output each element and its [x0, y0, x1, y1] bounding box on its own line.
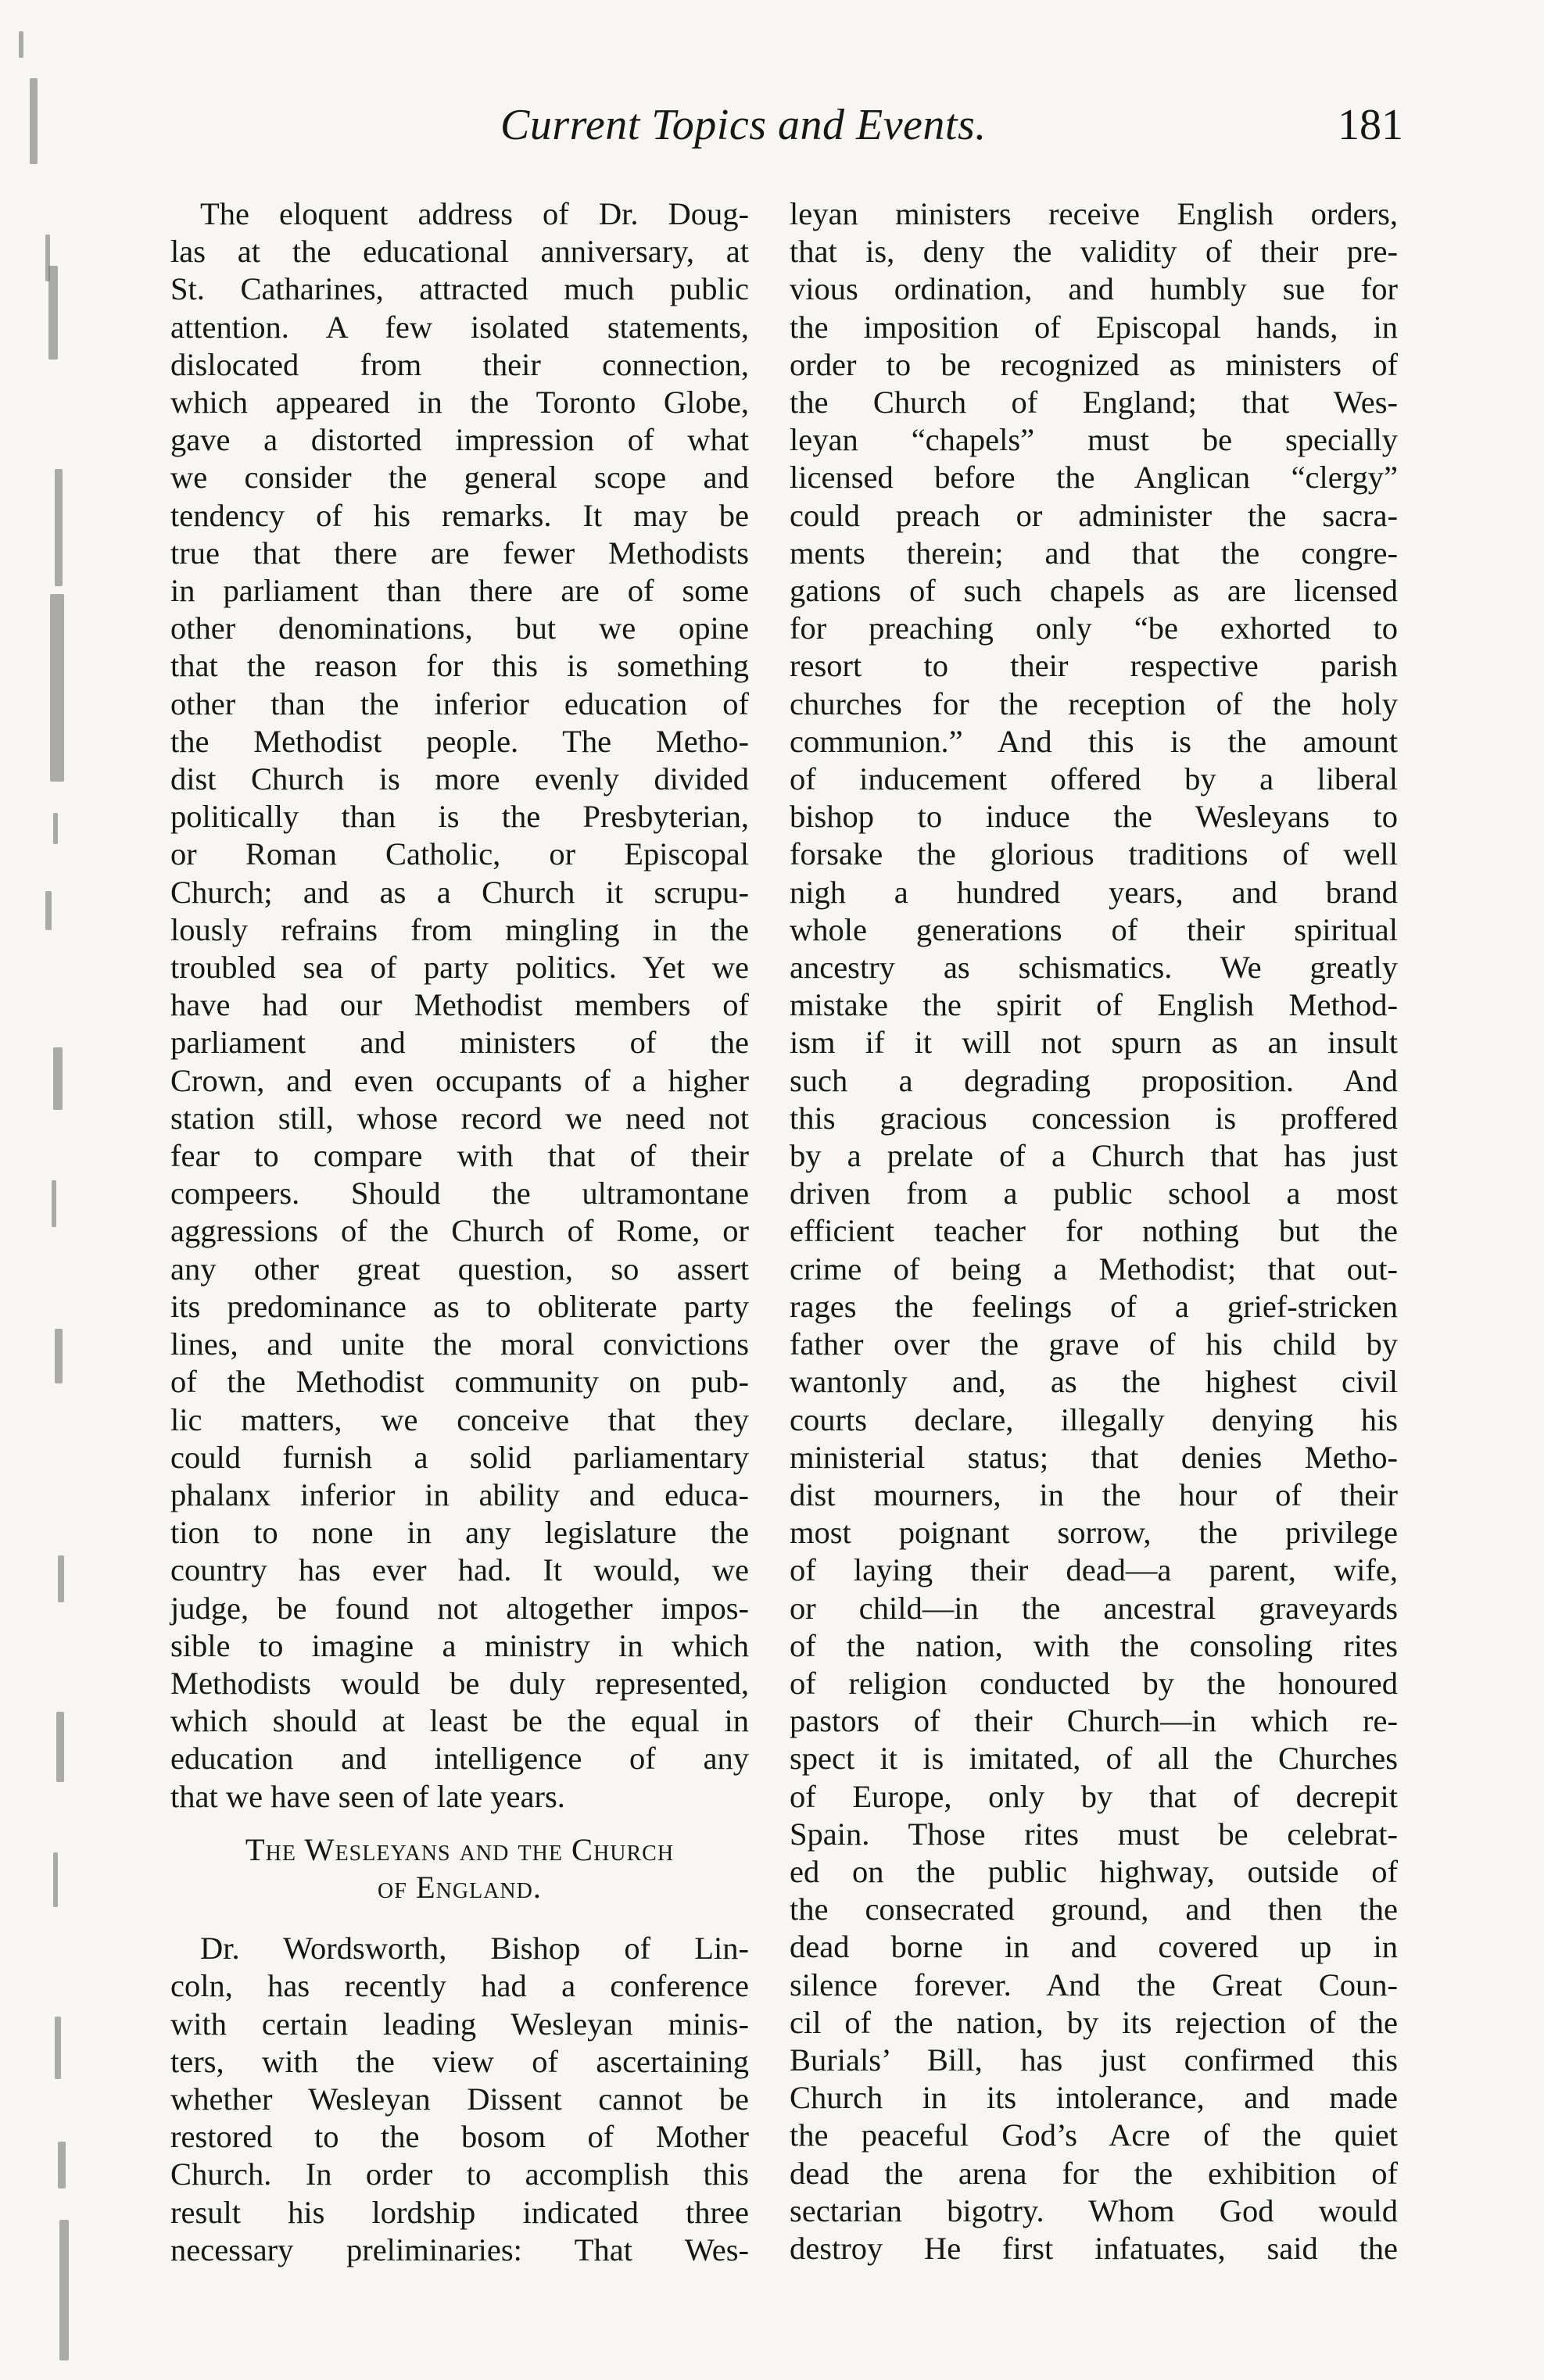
- text-line: the imposition of Episcopal hands, in: [790, 309, 1398, 345]
- text-line: by a prelate of a Church that has just: [790, 1138, 1398, 1174]
- text-line: leyan “chapels” must be specially: [790, 422, 1398, 458]
- text-line: licensed before the Anglican “clergy”: [790, 460, 1398, 496]
- text-line: could furnish a solid parliamentary: [170, 1439, 749, 1475]
- text-line: Church; and as a Church it scrupu-: [170, 874, 749, 910]
- paragraph-wordsworth-conference: [170, 1930, 749, 2269]
- text-line: las at the educational anniversary, at: [170, 234, 749, 270]
- text-line: this gracious concession is proffered: [790, 1100, 1398, 1136]
- text-line: Dr. Wordsworth, Bishop of Lin-: [200, 1931, 749, 1967]
- text-line: dist mourners, in the hour of their: [790, 1476, 1398, 1512]
- text-line: dead borne in and covered up in: [790, 1929, 1398, 1965]
- text-line: mistake the spirit of English Method-: [790, 987, 1398, 1023]
- text-line: lously refrains from mingling in the: [170, 911, 749, 947]
- text-line: station still, whose record we need not: [170, 1100, 749, 1136]
- section-heading-line: The Wesleyans and the Church: [245, 1831, 675, 1867]
- text-line: the consecrated ground, and then the: [790, 1891, 1398, 1927]
- text-line: which appeared in the Toronto Globe,: [170, 385, 749, 421]
- text-line: vious ordination, and humbly sue for: [790, 271, 1398, 307]
- text-line: of inducement offered by a liberal: [790, 761, 1398, 797]
- text-line: that we have seen of late years.: [170, 1778, 565, 1814]
- text-line: cil of the nation, by its rejection of the: [790, 2004, 1398, 2040]
- text-line: sible to imagine a ministry in which: [170, 1627, 749, 1663]
- text-line: Methodists would be duly represented,: [170, 1665, 749, 1701]
- text-line: such a degrading proposition. And: [790, 1062, 1398, 1098]
- text-line: ters, with the view of ascertaining: [170, 2043, 749, 2079]
- text-line: sectarian bigotry. Whom God would: [790, 2192, 1398, 2228]
- text-line: wantonly and, as the highest civil: [790, 1364, 1398, 1400]
- text-line: judge, be found not altogether impos-: [170, 1590, 749, 1626]
- section-heading-line: of England.: [378, 1869, 542, 1905]
- text-line: ministerial status; that denies Metho-: [790, 1439, 1398, 1475]
- text-line: that is, deny the validity of their pre-: [790, 234, 1398, 270]
- text-line: rages the feelings of a grief-stricken: [790, 1288, 1398, 1324]
- text-line: education and intelligence of any: [170, 1741, 749, 1777]
- paragraph-douglas-address: [170, 195, 749, 1816]
- text-line: we consider the general scope and: [170, 460, 749, 496]
- text-line: ancestry as schismatics. We greatly: [790, 950, 1398, 986]
- text-line: any other great question, so assert: [170, 1251, 749, 1287]
- text-line: spect it is imitated, of all the Churches: [790, 1741, 1398, 1777]
- text-line: dislocated from their connection,: [170, 346, 749, 382]
- text-line: of Europe, only by that of decrepit: [790, 1778, 1398, 1814]
- text-line: other denominations, but we opine: [170, 610, 749, 646]
- text-line: whole generations of their spiritual: [790, 911, 1398, 947]
- text-line: other than the inferior education of: [170, 685, 749, 721]
- text-line: ments therein; and that the congre-: [790, 535, 1398, 571]
- text-line: the Church of England; that Wes-: [790, 385, 1398, 421]
- text-line: restored to the bosom of Mother: [170, 2119, 749, 2155]
- text-line: tion to none in any legislature the: [170, 1515, 749, 1551]
- text-line: in parliament than there are of some: [170, 573, 749, 609]
- text-line: Church in its intolerance, and made: [790, 2080, 1398, 2116]
- text-line: nigh a hundred years, and brand: [790, 874, 1398, 910]
- text-line: dead the arena for the exhibition of: [790, 2155, 1398, 2191]
- text-line: of the Methodist community on pub-: [170, 1364, 749, 1400]
- text-line: have had our Methodist members of: [170, 987, 749, 1023]
- text-line: father over the grave of his child by: [790, 1326, 1398, 1362]
- text-line: coln, has recently had a conference: [170, 1968, 749, 2004]
- text-line: ism if it will not spurn as an insult: [790, 1025, 1398, 1061]
- text-line: Church. In order to accomplish this: [170, 2156, 749, 2192]
- page-number: 181: [1338, 101, 1403, 149]
- text-line: the Methodist people. The Metho-: [170, 723, 749, 759]
- text-line: parliament and ministers of the: [170, 1025, 749, 1061]
- running-head: Current Topics and Events.: [500, 101, 987, 149]
- text-line: true that there are fewer Methodists: [170, 535, 749, 571]
- text-line: could preach or administer the sacra-: [790, 497, 1398, 533]
- text-line: troubled sea of party politics. Yet we: [170, 950, 749, 986]
- text-line: politically than is the Presbyterian,: [170, 799, 749, 835]
- text-line: tendency of his remarks. It may be: [170, 497, 749, 533]
- text-line: destroy He first infatuates, said the: [790, 2230, 1398, 2266]
- text-line: forsake the glorious traditions of well: [790, 836, 1398, 872]
- text-line: communion.” And this is the amount: [790, 723, 1398, 759]
- text-line: whether Wesleyan Dissent cannot be: [170, 2081, 749, 2117]
- text-line: leyan ministers receive English orders,: [790, 196, 1398, 231]
- text-line: driven from a public school a most: [790, 1176, 1398, 1211]
- text-line: gations of such chapels as are licensed: [790, 573, 1398, 609]
- text-line: of religion conducted by the honoured: [790, 1665, 1398, 1701]
- text-line: most poignant sorrow, the privilege: [790, 1515, 1398, 1551]
- text-line: country has ever had. It would, we: [170, 1552, 749, 1588]
- text-line: dist Church is more evenly divided: [170, 761, 749, 797]
- text-line: The eloquent address of Dr. Doug-: [200, 196, 749, 231]
- text-line: efficient teacher for nothing but the: [790, 1213, 1398, 1249]
- text-line: attention. A few isolated statements,: [170, 309, 749, 345]
- text-line: or Roman Catholic, or Episcopal: [170, 836, 749, 872]
- text-line: pastors of their Church—in which re-: [790, 1703, 1398, 1739]
- text-line: with certain leading Wesleyan minis-: [170, 2006, 749, 2042]
- text-line: the peaceful God’s Acre of the quiet: [790, 2117, 1398, 2153]
- text-line: Crown, and even occupants of a higher: [170, 1062, 749, 1098]
- text-line: compeers. Should the ultramontane: [170, 1176, 749, 1211]
- text-line: phalanx inferior in ability and educa-: [170, 1476, 749, 1512]
- text-line: its predominance as to obliterate party: [170, 1288, 749, 1324]
- text-line: gave a distorted impression of what: [170, 422, 749, 458]
- text-line: fear to compare with that of their: [170, 1138, 749, 1174]
- text-line: St. Catharines, attracted much public: [170, 271, 749, 307]
- text-line: that the reason for this is something: [170, 648, 749, 684]
- text-line: Spain. Those rites must be celebrat-: [790, 1816, 1398, 1852]
- text-line: for preaching only “be exhorted to: [790, 610, 1398, 646]
- text-line: ed on the public highway, outside of: [790, 1853, 1398, 1889]
- text-line: bishop to induce the Wesleyans to: [790, 799, 1398, 835]
- text-line: lic matters, we conceive that they: [170, 1401, 749, 1437]
- text-line: resort to their respective parish: [790, 648, 1398, 684]
- text-line: necessary preliminaries: That Wes-: [170, 2231, 749, 2267]
- text-line: result his lordship indicated three: [170, 2194, 749, 2230]
- text-line: of laying their dead—a parent, wife,: [790, 1552, 1398, 1588]
- text-line: order to be recognized as ministers of: [790, 346, 1398, 382]
- text-line: silence forever. And the Great Coun-: [790, 1967, 1398, 2002]
- text-line: courts declare, illegally denying his: [790, 1401, 1398, 1437]
- section-heading: [170, 1831, 749, 1906]
- left-column: [170, 195, 749, 2269]
- text-line: churches for the reception of the holy: [790, 685, 1398, 721]
- text-line: of the nation, with the consoling rites: [790, 1627, 1398, 1663]
- text-line: lines, and unite the moral convictions: [170, 1326, 749, 1362]
- text-line: which should at least be the equal in: [170, 1703, 749, 1739]
- right-column: [790, 195, 1398, 2267]
- text-line: Burials’ Bill, has just confirmed this: [790, 2042, 1398, 2078]
- text-line: crime of being a Methodist; that out-: [790, 1251, 1398, 1287]
- text-line: aggressions of the Church of Rome, or: [170, 1213, 749, 1249]
- text-line: or child—in the ancestral graveyards: [790, 1590, 1398, 1626]
- scan-gutter-artifacts: [14, 31, 69, 2360]
- page-header: [168, 100, 1403, 163]
- paragraph-wesleyan-continuation: [790, 195, 1398, 2267]
